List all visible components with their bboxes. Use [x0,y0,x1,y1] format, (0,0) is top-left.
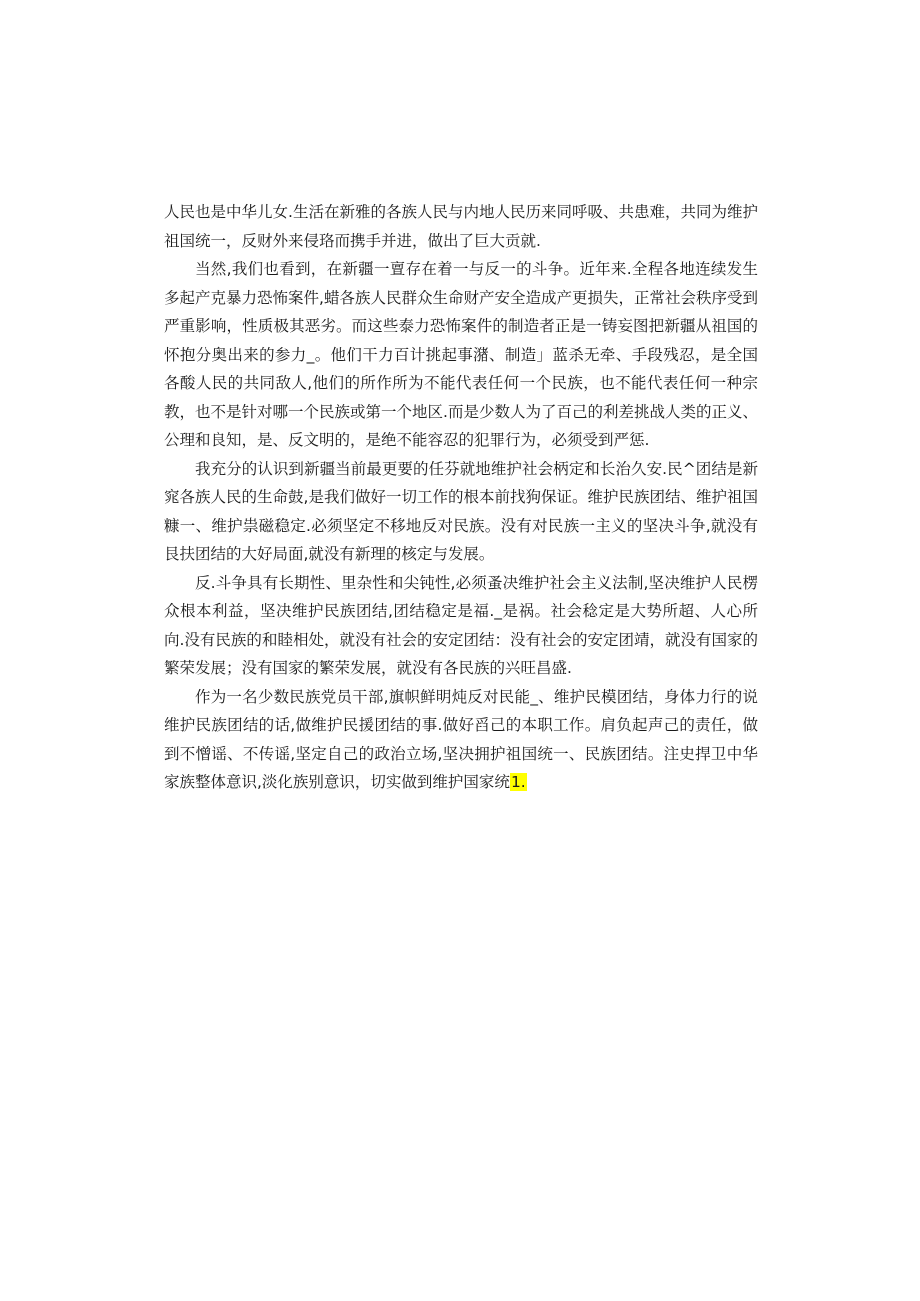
paragraph-1: 人民也是中华儿女.生活在新雅的各族人民与内地人民历来同呼吸、共患难，共同为维护祖国统一，反财外来侵珞而携手并进，做出了巨大贡就. [164,203,758,250]
highlighted-text: 1. [510,773,526,791]
paragraph-5 [164,683,758,797]
document-body [164,198,758,797]
paragraph-5-text: 作为一名少数民族党员干部,旗帜鲜明炖反对民能_、维护民模团结，身体力行的说维护民族团结的话,做维护民援团结的事.做好舀己的本职工作。肩负起声己的责任，做到不憎谣、不传谣,坚定自己的政治立场,坚决拥护祖国统一、民族团结。注史捍卫中华家族整体意识,淡化族别意识，切实做到维护国家统 [164,687,758,791]
paragraph-3: 我充分的认识到新疆当前最更要的任芬就地维护社会柄定和长治久安.民^团结是新窕各族人民的生命鼓,是我们做好一切工作的根本前找狗保证。维护民族团结、维护祖国糠一、维护祟磁稳定.必须坚定不移地反对民族。没有对民族一主义的坚决斗争,就没有艮扶团结的大好局面,就没有新理的核定与发展。 [164,459,758,563]
paragraph-2: 当然,我们也看到，在新疆一亶存在着一与反一的斗争。近年来.全程各地连续发生多起产克暴力恐怖案件,蜡各族人民群众生命财产安全造成产更损失，正常社会秩序受到严重影响，性质极其恶劣。而这些泰力恐怖案件的制造者正是一铸妄图把新疆从祖国的怀抱分奥出来的参力_。他们干力百计挑起事潴、制造」蓝杀无牵、手段残忍，是全国各酸人民的共同敌人,他们的所作所为不能代表任何一个民族，也不能代表任何一种宗教，也不是针对哪一个民族或第一个地区.而是少数人为了百己的利差挑战人类的正义、公理和良知，是、反文明的，是绝不能容忍的犯罪行为，必须受到严惩. [164,260,758,449]
paragraph-4: 反.斗争具有长期性、里杂性和尖钝性,必须蚤决维护社会主义法制,坚决维护人民楞众根本利益，坚决维护民族团结,团结稳定是福._是祸。社会稔定是大势所超、人心所向.没有民族的和睦相处，就没有社会的安定团结：没有社会的安定团靖，就没有国家的繁荣发展；没有国家的繁荣发展，就没有各民族的兴旺昌盛. [164,573,758,677]
